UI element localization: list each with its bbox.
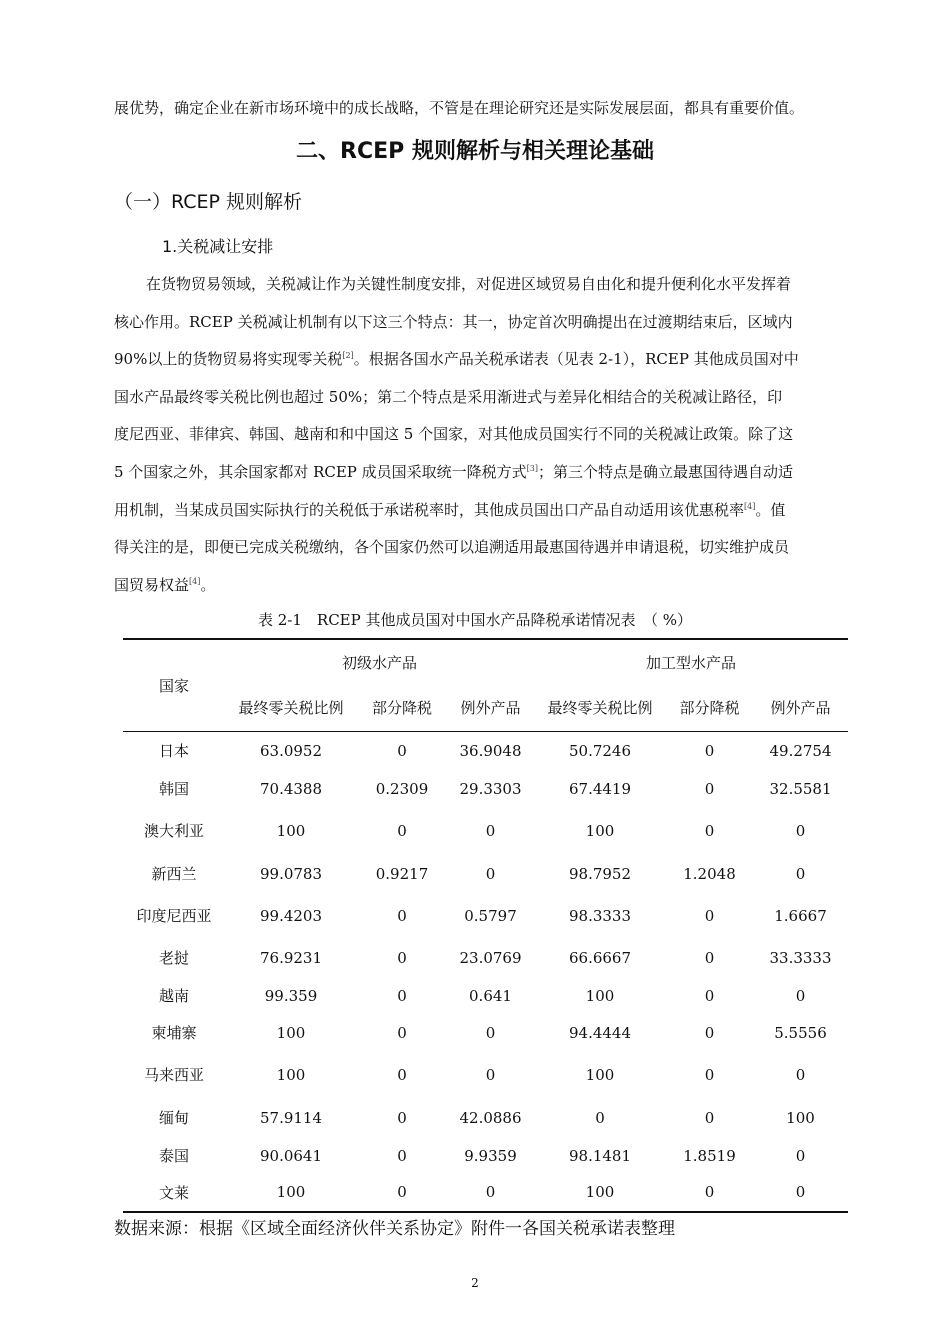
- paragraph-line: 核心作用。RCEP 关税减让机制有以下这三个特点：其一，协定首次明确提出在过渡期结束后，区域内: [114, 312, 793, 331]
- paragraph-line: [114, 492, 859, 530]
- value-cell: 0: [704, 821, 715, 840]
- value-cell: 0: [485, 1023, 496, 1042]
- table-row: [123, 1052, 848, 1098]
- subsubsection-title: 1.关税减让安排: [162, 237, 274, 256]
- country-cell: 文莱: [158, 1183, 189, 1202]
- value-cell: 0: [704, 906, 715, 925]
- value-cell: 0: [795, 1183, 806, 1201]
- value-cell: 98.1481: [568, 1146, 632, 1165]
- value-cell: 0: [397, 821, 407, 840]
- value-cell: 32.5581: [769, 779, 832, 798]
- country-cell: 越南: [158, 987, 189, 1005]
- value-cell: 100: [276, 821, 306, 840]
- value-cell: 100: [585, 986, 615, 1005]
- value-cell: 100: [276, 1183, 306, 1201]
- country-cell: 马来西亚: [143, 1066, 204, 1084]
- value-cell: 63.0952: [259, 741, 323, 760]
- country-header: 国家: [123, 639, 225, 732]
- paragraph-continuation: 展优势，确定企业在新市场环境中的成长战略，不管是在理论研究还是实际发展层面，都具有重要价值。: [114, 99, 805, 117]
- value-cell: 0.5797: [464, 906, 517, 925]
- value-cell: 0: [704, 779, 715, 798]
- column-header: 例外产品: [447, 684, 534, 732]
- value-cell: 0: [397, 1183, 407, 1201]
- value-cell: 36.9048: [459, 741, 522, 760]
- text-run: 。: [200, 575, 216, 594]
- paragraph-line: 度尼西亚、菲律宾、韩国、越南和和中国这 5 个国家，对其他成员国实行不同的关税减让政策。除了这: [114, 425, 794, 444]
- table-row: [123, 770, 848, 808]
- value-cell: 0: [397, 1023, 407, 1042]
- value-cell: 1.6667: [774, 906, 827, 925]
- value-cell: 100: [585, 1183, 615, 1201]
- text-run: 90%以上的货物贸易将实现零关税: [114, 350, 343, 369]
- source-note: 数据来源：根据《区域全面经济伙伴关系协定》附件一各国关税承诺表整理: [114, 1219, 675, 1239]
- value-cell: 100: [585, 1065, 615, 1084]
- value-cell: 0: [795, 864, 806, 883]
- group-header-primary: 初级水产品: [341, 653, 417, 672]
- value-cell: 99.0783: [259, 864, 323, 883]
- value-cell: 0: [397, 1065, 407, 1084]
- country-cell: 韩国: [158, 780, 189, 798]
- value-cell: 5.5556: [774, 1023, 827, 1042]
- value-cell: 0: [485, 1183, 496, 1201]
- value-cell: 0: [704, 948, 715, 967]
- value-cell: 76.9231: [259, 948, 323, 967]
- table-row: [123, 1098, 848, 1138]
- value-cell: 100: [585, 821, 615, 840]
- value-cell: 0: [795, 1065, 806, 1084]
- value-cell: 0: [485, 864, 496, 883]
- value-cell: 0: [795, 1146, 806, 1165]
- column-header: 部分降税: [666, 684, 753, 732]
- country-cell: 日本: [158, 742, 189, 761]
- value-cell: 57.9114: [259, 1108, 323, 1127]
- value-cell: 0: [704, 741, 715, 760]
- citation-ref[interactable]: [3]: [526, 463, 539, 473]
- body-paragraph: [114, 266, 859, 604]
- country-cell: 印度尼西亚: [136, 907, 212, 925]
- value-cell: 0: [704, 986, 715, 1005]
- group-header-processed: 加工型水产品: [645, 653, 736, 672]
- table-row: [123, 1014, 848, 1052]
- table-row: [123, 1138, 848, 1174]
- value-cell: 0: [704, 1108, 715, 1127]
- text-run: 。值: [755, 500, 786, 519]
- table-body: [123, 732, 848, 1212]
- value-cell: 0: [704, 1183, 715, 1201]
- table-row: [123, 978, 848, 1014]
- value-cell: 100: [276, 1023, 306, 1042]
- column-header: 最终零关税比例: [225, 684, 357, 732]
- value-cell: 49.2754: [769, 741, 832, 760]
- country-cell: 老挝: [158, 949, 189, 967]
- text-run: ；第三个特点是确立最惠国待遇自动适: [538, 462, 794, 481]
- value-cell: 98.3333: [568, 906, 632, 925]
- value-cell: 0: [397, 986, 407, 1005]
- value-cell: 42.0886: [459, 1108, 522, 1127]
- value-cell: 100: [786, 1108, 815, 1127]
- column-header: 最终零关税比例: [534, 684, 666, 732]
- value-cell: 0.641: [469, 986, 512, 1005]
- value-cell: 0: [397, 1146, 407, 1165]
- country-cell: 新西兰: [151, 865, 197, 883]
- value-cell: 99.4203: [259, 906, 323, 925]
- citation-ref[interactable]: [2]: [342, 351, 354, 361]
- table-row: [123, 732, 848, 770]
- paragraph-line: [114, 567, 859, 605]
- page-number: 2: [471, 1276, 479, 1290]
- value-cell: 0: [795, 986, 806, 1005]
- paragraph-line: 国水产品最终零关税比例也超过 50%；第二个特点是采用渐进式与差异化相结合的关税减让路径，印: [114, 387, 783, 406]
- value-cell: 1.2048: [683, 864, 736, 883]
- value-cell: 0: [485, 1065, 496, 1084]
- table-row: [123, 1174, 848, 1212]
- paragraph-line: 得关注的是，即便已完成关税缴纳，各个国家仍然可以追溯适用最惠国待遇并申请退税，切实维护成员: [114, 538, 790, 557]
- value-cell: 0: [397, 948, 407, 967]
- text-run: 5 个国家之外，其余国家都对 RCEP 成员国采取统一降税方式: [114, 462, 527, 481]
- paragraph-line: [114, 454, 859, 492]
- table-row: [123, 938, 848, 978]
- text-run: 。根据各国水产品关税承诺表（见表 2-1），RCEP 其他成员国对中: [353, 350, 799, 369]
- value-cell: 99.359: [264, 986, 318, 1005]
- column-header: 部分降税: [357, 684, 447, 732]
- value-cell: 23.0769: [459, 948, 522, 967]
- country-cell: 缅甸: [158, 1109, 189, 1127]
- paragraph-line: [114, 341, 859, 379]
- value-cell: 100: [276, 1065, 306, 1084]
- value-cell: 1.8519: [683, 1146, 736, 1165]
- tariff-table: [123, 638, 848, 1213]
- value-cell: 0: [704, 1023, 715, 1042]
- value-cell: 90.0641: [259, 1146, 323, 1165]
- text-run: 国贸易权益: [114, 575, 190, 594]
- paragraph-line: 在货物贸易领域，关税减让作为关键性制度安排，对促进区域贸易自由化和提升便利化水平发挥着: [146, 275, 792, 293]
- text-run: 用机制，当某成员国实际执行的关税低于承诺税率时，其他成员国出口产品自动适用该优惠税率: [114, 500, 745, 519]
- value-cell: 67.4419: [568, 779, 632, 798]
- citation-ref[interactable]: [4]: [744, 501, 756, 511]
- value-cell: 0: [704, 1065, 715, 1084]
- value-cell: 0: [595, 1108, 605, 1127]
- value-cell: 0: [397, 1108, 407, 1127]
- value-cell: 33.3333: [769, 948, 832, 967]
- value-cell: 0.9217: [375, 864, 429, 883]
- country-cell: 澳大利亚: [143, 822, 204, 840]
- country-cell: 柬埔寨: [151, 1024, 197, 1042]
- value-cell: 98.7952: [568, 864, 632, 883]
- value-cell: 50.7246: [568, 741, 632, 760]
- subsection-title: （一）RCEP 规则解析: [114, 191, 303, 213]
- country-cell: 泰国: [158, 1147, 189, 1165]
- value-cell: 0: [485, 821, 496, 840]
- table-row: [123, 854, 848, 894]
- table-row: [123, 808, 848, 854]
- table-row: [123, 894, 848, 938]
- value-cell: 0: [397, 741, 407, 760]
- table-caption: 表 2-1 RCEP 其他成员国对中国水产品降税承诺情况表 （ %）: [257, 611, 693, 629]
- value-cell: 66.6667: [568, 948, 632, 967]
- value-cell: 70.4388: [259, 779, 323, 798]
- value-cell: 0.2309: [375, 779, 429, 798]
- section-title: 二、RCEP 规则解析与相关理论基础: [296, 139, 654, 164]
- value-cell: 0: [795, 821, 806, 840]
- value-cell: 9.9359: [464, 1146, 517, 1165]
- value-cell: 29.3303: [459, 779, 522, 798]
- citation-ref[interactable]: [4]: [189, 576, 201, 586]
- value-cell: 0: [397, 906, 407, 925]
- value-cell: 94.4444: [568, 1023, 632, 1042]
- column-header: 例外产品: [753, 684, 848, 732]
